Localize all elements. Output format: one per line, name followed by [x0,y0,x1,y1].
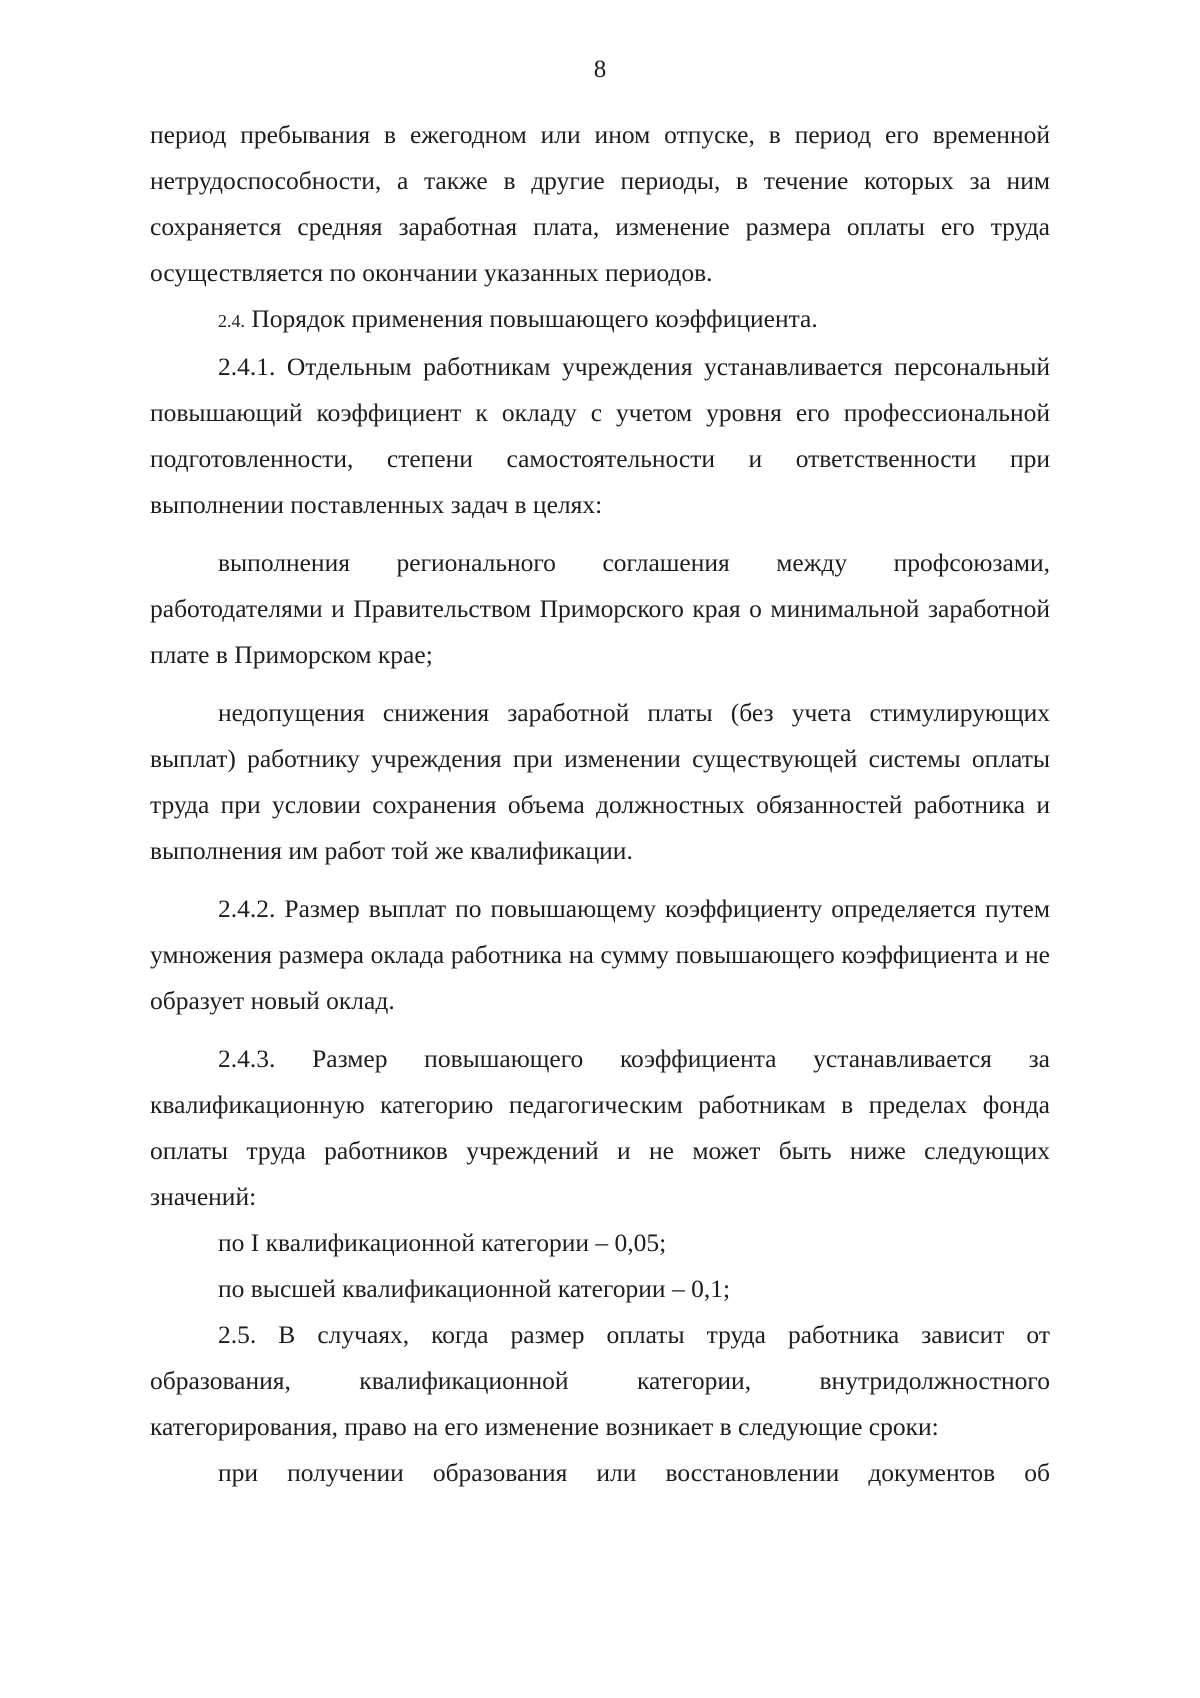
paragraph-vacation-period: период пребывания в ежегодном или ином отпуске, в период его временной нетрудоспособности, а также в другие периоды, в течение которых за ним сохраняется средняя заработная плата, изменение размера оплаты его труда осуществляется по окончании указанных периодов. [150,120,1050,287]
paragraph-regional-agreement: выполнения регионального соглашения между профсоюзами, работодателями и Правительством Приморского края о минимальной заработной плате в Приморском крае; [150,548,1050,669]
document-body [150,112,1050,1496]
list-item-first-category: по I квалификационной категории – 0,05; [218,1228,667,1257]
section-heading-2-4 [150,296,1050,344]
list-item-highest-category: по высшей квалификационной категории – 0,1; [218,1274,731,1303]
paragraph-2-4-2: 2.4.2. Размер выплат по повышающему коэффициенту определяется путем умножения размера оклада работника на сумму повышающего коэффициента и не образует новый оклад. [150,894,1050,1015]
section-title: Порядок применения повышающего коэффициента. [251,304,818,333]
paragraph-2-4-3: 2.4.3. Размер повышающего коэффициента устанавливается за квалификационную категорию педагогическим работникам в пределах фонда оплаты труда работников учреждений и не может быть ниже следующих значений: [150,1044,1050,1211]
section-number: 2.4. [218,311,245,331]
paragraph-education-documents: при получении образования или восстановлении документов об [218,1458,1050,1487]
paragraph-salary-reduction: недопущения снижения заработной платы (без учета стимулирующих выплат) работнику учреждения при изменении существующей системы оплаты труда при условии сохранения объема должностных обязанностей работника и выполнения им работ той же квалификации. [150,698,1050,865]
paragraph-2-5: 2.5. В случаях, когда размер оплаты труда работника зависит от образования, квалификационной категории, внутридолжностного категорирования, право на его изменение возникает в следующие сроки: [150,1320,1050,1441]
paragraph-2-4-1: 2.4.1. Отдельным работникам учреждения устанавливается персональный повышающий коэффициент к окладу с учетом уровня его профессиональной подготовленности, степени самостоятельности и ответственности при выполнении поставленных задач в целях: [150,352,1050,519]
page-number: 8 [593,56,607,83]
